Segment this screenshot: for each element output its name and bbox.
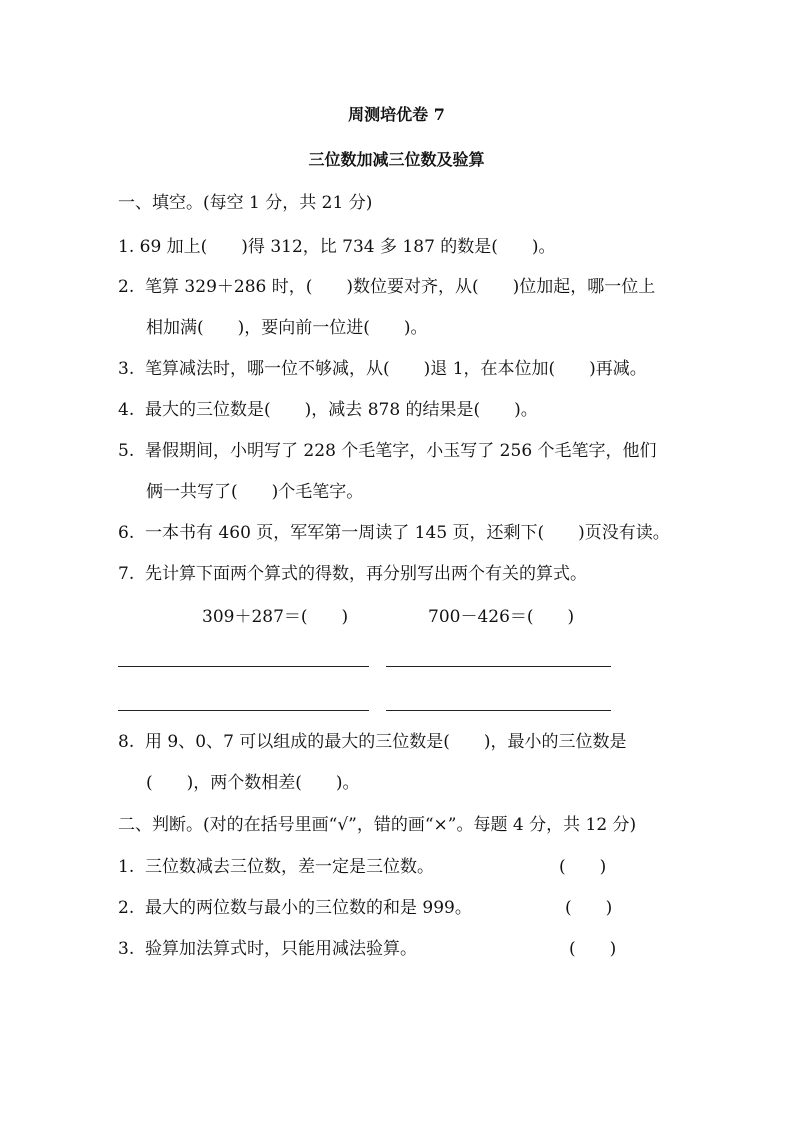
question-8-line2: ( )，两个数相差( )。 bbox=[146, 773, 360, 793]
section2-heading: 二、判断。(对的在括号里画“√”，错的画“×”。每题 4 分，共 12 分) bbox=[118, 815, 637, 835]
question-7-expression-2: 700－426＝( ) bbox=[428, 607, 575, 627]
page-title: 周测培优卷 7 bbox=[348, 105, 445, 124]
question-5-line1: 5. 暑假期间，小明写了 228 个毛笔字，小玉写了 256 个毛笔字，他们 bbox=[118, 441, 657, 461]
question-2-line2: 相加满( )，要向前一位进( )。 bbox=[146, 318, 428, 338]
judge-item-3-paren[interactable]: ( ) bbox=[569, 939, 617, 959]
question-7-expression-1: 309＋287＝( ) bbox=[202, 607, 349, 627]
judge-item-3: 3. 验算加法算式时，只能用减法验算。 bbox=[118, 939, 418, 959]
judge-item-1: 1. 三位数减去三位数，差一定是三位数。 bbox=[118, 857, 435, 877]
question-2-line1: 2. 笔算 329＋286 时，( )数位要对齐，从( )位加起，哪一位上 bbox=[118, 277, 656, 297]
answer-line-2b[interactable] bbox=[386, 710, 611, 711]
answer-line-1a[interactable] bbox=[118, 666, 369, 667]
section1-heading: 一、填空。(每空 1 分，共 21 分) bbox=[118, 193, 373, 213]
question-6: 6. 一本书有 460 页，军军第一周读了 145 页，还剩下( )页没有读。 bbox=[118, 523, 670, 543]
page-subtitle: 三位数加减三位数及验算 bbox=[308, 150, 485, 169]
question-8-line1: 8. 用 9、0、7 可以组成的最大的三位数是( )，最小的三位数是 bbox=[118, 732, 627, 752]
question-4: 4. 最大的三位数是( )，减去 878 的结果是( )。 bbox=[118, 400, 538, 420]
judge-item-2: 2. 最大的两位数与最小的三位数的和是 999。 bbox=[118, 898, 472, 918]
judge-item-2-paren[interactable]: ( ) bbox=[565, 898, 613, 918]
answer-line-1b[interactable] bbox=[386, 666, 611, 667]
question-5-line2: 俩一共写了( )个毛笔字。 bbox=[146, 482, 364, 502]
question-7: 7. 先计算下面两个算式的得数，再分别写出两个有关的算式。 bbox=[118, 564, 588, 584]
answer-line-2a[interactable] bbox=[118, 710, 369, 711]
question-1: 1. 69 加上( )得 312，比 734 多 187 的数是( )。 bbox=[118, 237, 556, 257]
judge-item-1-paren[interactable]: ( ) bbox=[559, 857, 607, 877]
question-3: 3. 笔算减法时，哪一位不够减，从( )退 1，在本位加( )再减。 bbox=[118, 359, 647, 379]
